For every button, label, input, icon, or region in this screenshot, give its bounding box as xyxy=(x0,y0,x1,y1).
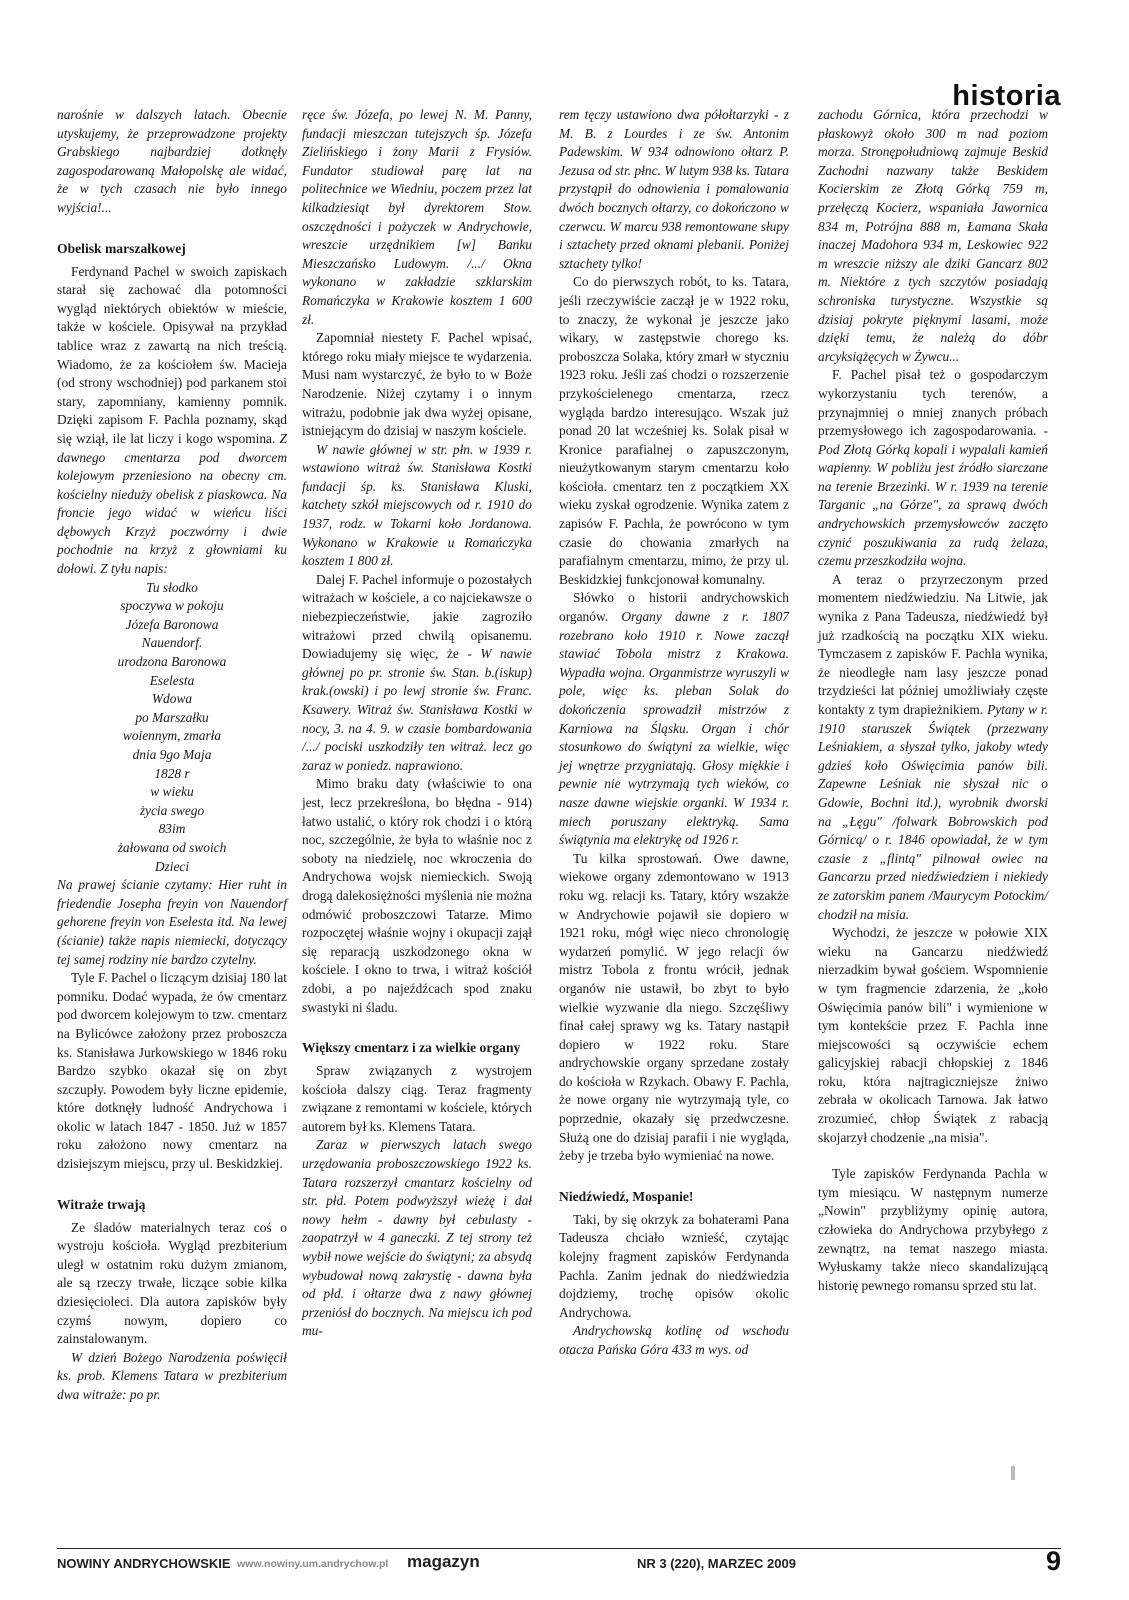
footer xyxy=(57,1546,1061,1578)
paragraph: Zapomniał niestety F. Pachel wpisać, którego roku miały miejsce te wydarzenia. Musi nam wystarczyć, że było to w Boże Narodzenie. Niżej czytamy i o innym witrażu, podobnie jak dwa wyżej opisane, istniejącym do dzisiaj w naszym kościele. xyxy=(302,330,532,439)
inscription-line: 1828 r xyxy=(154,765,190,781)
quote-span: Organy dawne z r. 1807 rozebrano koło 1910 r. Nowe zaczął stawiać Tobola mistrz z Krakowa. Wypadła wojna. Organmistrze wyruszyli w pole, więc ks. pleban Solak do dokończenia sprowadził mistrzów z Karniowa na Śląsku. Organ i chór stosunkowo do świątyni za wielkie, więc jej wnętrze przygniatają. Głosy miękkie i pewnie nie wytrzymają tych wieków, co nasze dawne wiejskie organki. W 1934 r. miech poruszany elektryką. Sama świątynia ma elektrykę od 1926 r. xyxy=(559,609,789,848)
paragraph xyxy=(57,263,287,579)
decorative-mark xyxy=(1011,1466,1015,1480)
paragraph: Tyle zapisków Ferdynanda Pachla w tym miesiącu. W następnym numerze „Nowin" przybliżymy opinię autora, człowieka do Andrychowa przybyłego z zewnątrz, na temat naszego miasta. Wyłuskamy także nieco skandalizującą historię pewnego romansu sprzed stu lat. xyxy=(818,1166,1048,1293)
inscription-line: Dzieci xyxy=(154,858,190,874)
inscription-line: Józefa Baronowa xyxy=(125,616,219,632)
paragraph: Spraw związanych z wystrojem kościoła dalszy ciąg. Teraz fragmenty związane z remontami w kościele, których autorem był ks. Klemens Tatara. xyxy=(302,1063,532,1134)
paragraph xyxy=(818,366,1048,571)
footer-url: www.nowiny.um.andrychow.pl xyxy=(237,1558,389,1570)
quote-span: Pytany w r. 1910 staruszek Świątek (przezwany Leśniakiem, a słyszał tylko, jakoby wtedy gdzieś koło Oświęcimia panów bili. Zapewne Leśniak nie słyszał nic o Gdowie, Bochni itd.), wyrobnik dworski na „Łęgu" /folwark Bobrowskich pod Górnicą/ o r. 1846 opowiadał, że w tym czasie z „flintą" pilnował owiec na Gancarzu przed niedźwiedziem i niekiedy ze zatorskim panem /Maurycym Potockim/ chodził na misia. xyxy=(818,702,1048,922)
text-span: A teraz o przyrzeczonym przed momentem niedźwiedziu. Na Litwie, jak wynika z Pana Tadeusza, niedźwiedź był już rzadkością na początku XIX wieku. Tymczasem z zapisków F. Pachla wynika, że nieodległe nam lasy jeszcze ponad trzydzieści lat później umożliwiały częste kontakty z tym drapieżnikiem. xyxy=(818,571,1048,717)
inscription-line: życia swego xyxy=(139,802,205,818)
inscription-line: Eselesta xyxy=(149,672,195,688)
paragraph: W dzień Bożego Narodzenia poświęcił ks. prob. Klemens Tatara w prezbiterium dwa witraże: po pr. xyxy=(57,1349,287,1402)
subheading-niedzwiedz: Niedźwiedź, Mospanie! xyxy=(559,1188,694,1204)
column-4 xyxy=(818,106,1048,1295)
inscription-line: spoczywa w pokoju xyxy=(120,598,224,614)
paragraph: Taki, by się okrzyk za bohaterami Pana Tadeusza chciało wznieść, czytając kolejny fragment zapisków Ferdynanda Pachla. Zanim jednak do niedźwiedzia dojdziemy, trochę opisów okolic Andrychowa. xyxy=(559,1211,789,1320)
text-span: Dalej F. Pachel informuje o pozostałych witrażach w kościele, a co najciekawsze o niebezpieczeństwie, jakie zagroziło witrażowi przed chwilą opisanemu. Dowiadujemy się więc, że - xyxy=(302,571,532,662)
column-1 xyxy=(57,106,287,1405)
paragraph: narośnie w dalszych latach. Obecnie utyskujemy, że przeprowadzone projekty Grabskiego najbardziej dotknęły zagospodarowaną Małopolskę ale widać, że w tych czasach nie było innego wyjścia!... xyxy=(57,107,287,215)
footer-divider xyxy=(57,1548,1061,1549)
paragraph: Mimo braku daty (właściwie to ona jest, lecz przekreślona, bo błędna - 914) łatwo ustalić, o który rok chodzi i o którą noc, szczególnie, że była to właśnie noc z soboty na niedzielę, noc wkroczenia do Andrychowa wojsk niemieckich. Swoją drogą dalekosiężności myślenia nie można odmówić proboszczowi Tatarze. Mimo rozpoczętej właśnie wojny i okupacji zajął się reparacją uszkodzonego okna w kościele. I okno to trwa, i witraż kościół zdobi, a po najeźdźcach spod znaku swastyki ni śladu. xyxy=(302,776,532,1015)
subheading-witraze: Witraże trwają xyxy=(57,1196,146,1212)
quote-span: W nawie głównej po pr. stronie św. Stan. b.(iskup) krak.(owski) i po lewj stronie św. Franc. Ksawery. Witraż św. Stanisława Kostki w nocy, 3. na 4. 9. w czasie bombardowania /.../ pociski uszkodziły ten witraż. lecz go zaraz w poniedz. naprawiono. xyxy=(302,646,532,773)
text-span: Słówko o historii andrychowskich organów. xyxy=(559,590,789,625)
paragraph: Andrychowską kotlinę od wschodu otacza Pańska Góra 433 m wys. od xyxy=(559,1323,789,1357)
paragraph: ręce św. Józefa, po lewej N. M. Panny, fundacji mieszczan tutejszych śp. Józefa Zielińskiego i żony Marii z Frysiów. Fundator studiował parę lat na politechnice we Wiedniu, poczem przez lat kilkadziesiąt był dyrektorem Stow. oszczędności i pożyczek w Andrychowie, wreszcie urzędnikiem [w] Banku Mieszczańsko Ludowym. /.../ Okna wykonano w zakładzie szklarskim Romańczyka w Krakowie kosztem 1 600 zł. xyxy=(302,107,532,327)
paragraph xyxy=(559,589,789,849)
footer-magazine: magazyn xyxy=(407,1552,480,1571)
paragraph: Tyle F. Pachel o liczącym dzisiaj 180 lat pomniku. Dodać wypada, że ów cmentarz pod dworcem kolejowym to tzw. cmentarz na Bylicówce założony przez proboszcza ks. Stanisława Jurkowskiego w 1846 roku Bardzo szybko okazał się on zbyt szczupły. Powodem były liczne epidemie, które dotknęły ludność Andrychowa i okolic w latach 1847 - 1850. Już w 1857 roku założono nowy cmentarz na dzisiejszym miejscu, przy ul. Beskidzkiej. xyxy=(57,970,287,1172)
inscription-line: żałowana od swoich xyxy=(117,839,227,855)
subheading-obelisk: Obelisk marszałkowej xyxy=(57,240,186,256)
paragraph: Na prawej ścianie czytamy: Hier ruht in friedendie Josepha freyin von Nauendorf gehorene freyin von Eselesta itd. Na lewej (ścianie) także napis niemiecki, dotyczący tej samej rodziny nie bardzo czytelny. xyxy=(57,877,287,967)
paragraph: Ze śladów materialnych teraz coś o wystroju kościoła. Wygląd prezbiterium uległ w ostatnim roku dużym zmianom, ale są rzeczy trwałe, liczące sobie kilka dziesięcioleci. Dla autora zapisków były czymś nowym, dopiero co zainstalowanym. xyxy=(57,1219,287,1347)
paragraph: Zaraz w pierwszych latach swego urzędowania proboszczowskiego 1922 ks. Tatara rozszerzył cmantarz kościelny od str. płd. Potem podwyższył wieżę i dał nowy hełm - dawny był cebulasty - zaopatrzył w 4 ganeczki. Z tej strony też wybił nowe wejście do świątyni; za absydą wybudował nową zakrystię - dawna była od płd. i ołtarze dwa z nawy głównej przeniósł do bocznych. Na miejscu ich pod mu- xyxy=(302,1137,532,1339)
inscription-line: Tu słodko xyxy=(146,579,198,595)
inscription-line: woiennym, zmarła xyxy=(122,728,222,744)
paragraph xyxy=(818,571,1048,924)
paragraph: rem tęczy ustawiono dwa półołtarzyki - z M. B. z Lourdes i ze św. Antonim Padewskim. W 934 odnowiono ołtarz P. Jezusa od str. płnc. W lutym 938 ks. Tatara przystąpił do odnowienia i pomalowania dwóch bocznych ołtarzy, co dokończono w czerwcu. W marcu 938 remontowane słupy i sztachety przed oknami plebanii. Poniżej sztachety tylko! xyxy=(559,107,789,271)
inscription-line: 83im xyxy=(158,821,186,837)
inscription-line: Wdowa xyxy=(151,691,193,707)
section-label: historia xyxy=(952,80,1061,112)
paragraph: Tu kilka sprostowań. Owe dawne, wiekowe organy zdemontowano w 1913 roku wg. relacji ks. Tatary, który wszakże w Andrychowie pojawił sie dopiero w 1921 roku, mógł więc nieco chronologię wydarzeń pomylić. W jego relacji ów mistrz Tobola z frontu wrócił, jednak organów nie ustawił, bo zbyt to było wielkie wyzwanie dla niego. Szczęśliwy finał całej sprawy wg ks. Tatary nastąpił dopiero w 1922 roku. Stare andrychowskie organy sprzedane zostały do kościoła w Rzykach. Obawy F. Pachla, że nowe organy nie wytrzymają tyle, co poprzednie, okazały się przedwczesne. Służą one do dzisiaj parafii i nie wygląda, żeby je trzeba było wymieniać na nowe. xyxy=(559,850,789,1164)
paragraph xyxy=(302,571,532,776)
inscription-line: po Marszałku xyxy=(135,709,209,725)
text-span: F. Pachel pisał też o gospodarczym wykorzystaniu tych terenów, a przynajmniej o mniej znanych próbach przemysłowego ich zagospodarowania. - xyxy=(818,367,1048,439)
column-2 xyxy=(302,106,532,1341)
inscription-line: w wieku xyxy=(150,784,194,800)
paragraph: Wychodzi, że jeszcze w połowie XIX wieku na Gancarzu niedźwiedź nierzadkim bywał gościem. Wspomnienie w tym fragmencie zdarzenia, że „koło Oświęcimia panów bili" i wymienione w tym kontekście przez F. Pachla inne miejscowości są oczywiście echem galicyjskiej rabacji chłopskiej z 1846 roku, która najtragiczniejsze żniwo zebrała w okolicach Tarnowa. Jak łatwo zrozumieć, chłop Świątek z rabacją skojarzył chodzenie „na misia". xyxy=(818,925,1048,1145)
text-span: Ferdynand Pachel w swoich zapiskach starał się zachować dla potomności wygląd niektórych obiektów w mieście, także w kościele. Opisywał na przykład tablice wraz z zawartą na nich treścią. Wiadomo, że za kościołem św. Macieja (od strony wschodniej) pod parkanem stoi stary, zapomniany, kamienny pomnik. Dzięki zapisom F. Pachla poznamy, skąd się wziął, ile lat liczy i kogo wspomina. xyxy=(57,263,287,446)
paragraph: Co do pierwszych robót, to ks. Tatara, jeśli rzeczywiście zaczął je w 1922 roku, to znaczy, że wykonał je jeszcze jako wikary, w zastępstwie chorego ks. proboszcza Solaka, który zmarł w styczniu 1923 roku. Jeśli zaś chodzi o rozszerzenie przykościelenego cmentarza, rzecz wygląda bardzo interesująco. Wszak już ponad 20 lat wcześniej ks. Solak pisał w Kronice parafialnej o zapuszczonym, nieużytkowanym starym cmentarzu koło kościoła. cmentarz ten z początkiem XX wieku zyskał ogrodzenie. Wynika zatem z zapisów F. Pachla, że powrócono w tym czasie do chowania zmarłych na parafialnym cmentarzu, mimo, że przy ul. Beskidzkiej funkcjonował komunalny. xyxy=(559,274,789,587)
inscription xyxy=(57,579,287,877)
footer-issue: NR 3 (220), MARZEC 2009 xyxy=(637,1556,796,1571)
paragraph: zachodu Górnica, która przechodzi w płaskowyż około 300 m nad poziom morza. Stronępołudniową zajmuje Beskid Zachodni nazwany także Beskidem Kocierskim ze Złotą Górką 759 m, przełęczą Kocierz, wspaniała Jawornica 834 m, Potrójna 888 m, Łamana Skała inaczej Madohora 934 m, Leskowiec 922 m wreszcie niższy ale dziki Gancarz 802 m. Niektóre z tych szczytów posiadają schroniska turystyczne. Wszystkie są dzisiaj pokryte pięknymi lasami, może dzięki temu, że należą do dóbr arcyksiążęcych w Żywcu... xyxy=(818,107,1048,364)
column-3 xyxy=(559,106,789,1360)
subheading-cmentarz: Większy cmentarz i za wielkie organy xyxy=(302,1040,521,1056)
inscription-line: Nauendorf. xyxy=(141,635,203,651)
paragraph: W nawie głównej w str. płn. w 1939 r. wstawiono witraż św. Stanisława Kostki fundacji śp. ks. Stanisława Kluski, katchety szkół miejscowych od r. 1910 do 1937, rodz. w Tokarni koło Jordanowa. Wykonano w Krakowie u Romańczyka kosztem 1 800 zł. xyxy=(302,441,532,569)
inscription-line: urodzona Baronowa xyxy=(117,654,227,670)
inscription-line: dnia 9go Maja xyxy=(132,747,212,762)
quote-span: Pod Złotą Górką kopali i wypalali kamień wapienny. W pobliżu jest źródło siarczane na terenie Brzezinki. W r. 1939 na terenie Targanic „na Górze", za sprawą dwóch andrychowskich przemysłowców zaczęto czynić poszukiwania za rudą żelaza, czemu przeszkodziła wojna. xyxy=(818,441,1048,569)
quote-span: Z dawnego cmentarza pod dworcem kolejowym przeniesiono na obecny cm. kościelny nieduży obelisk z piaskowca. Na froncie jego widać w wieńcu liści dębowych Krzyż poczwórny i dwie pochodnie na krzyż z głowniami ku dołowi. Z tyłu napis: xyxy=(57,430,287,577)
footer-brand: NOWINY ANDRYCHOWSKIE xyxy=(57,1556,231,1571)
page-number: 9 xyxy=(1045,1546,1061,1576)
